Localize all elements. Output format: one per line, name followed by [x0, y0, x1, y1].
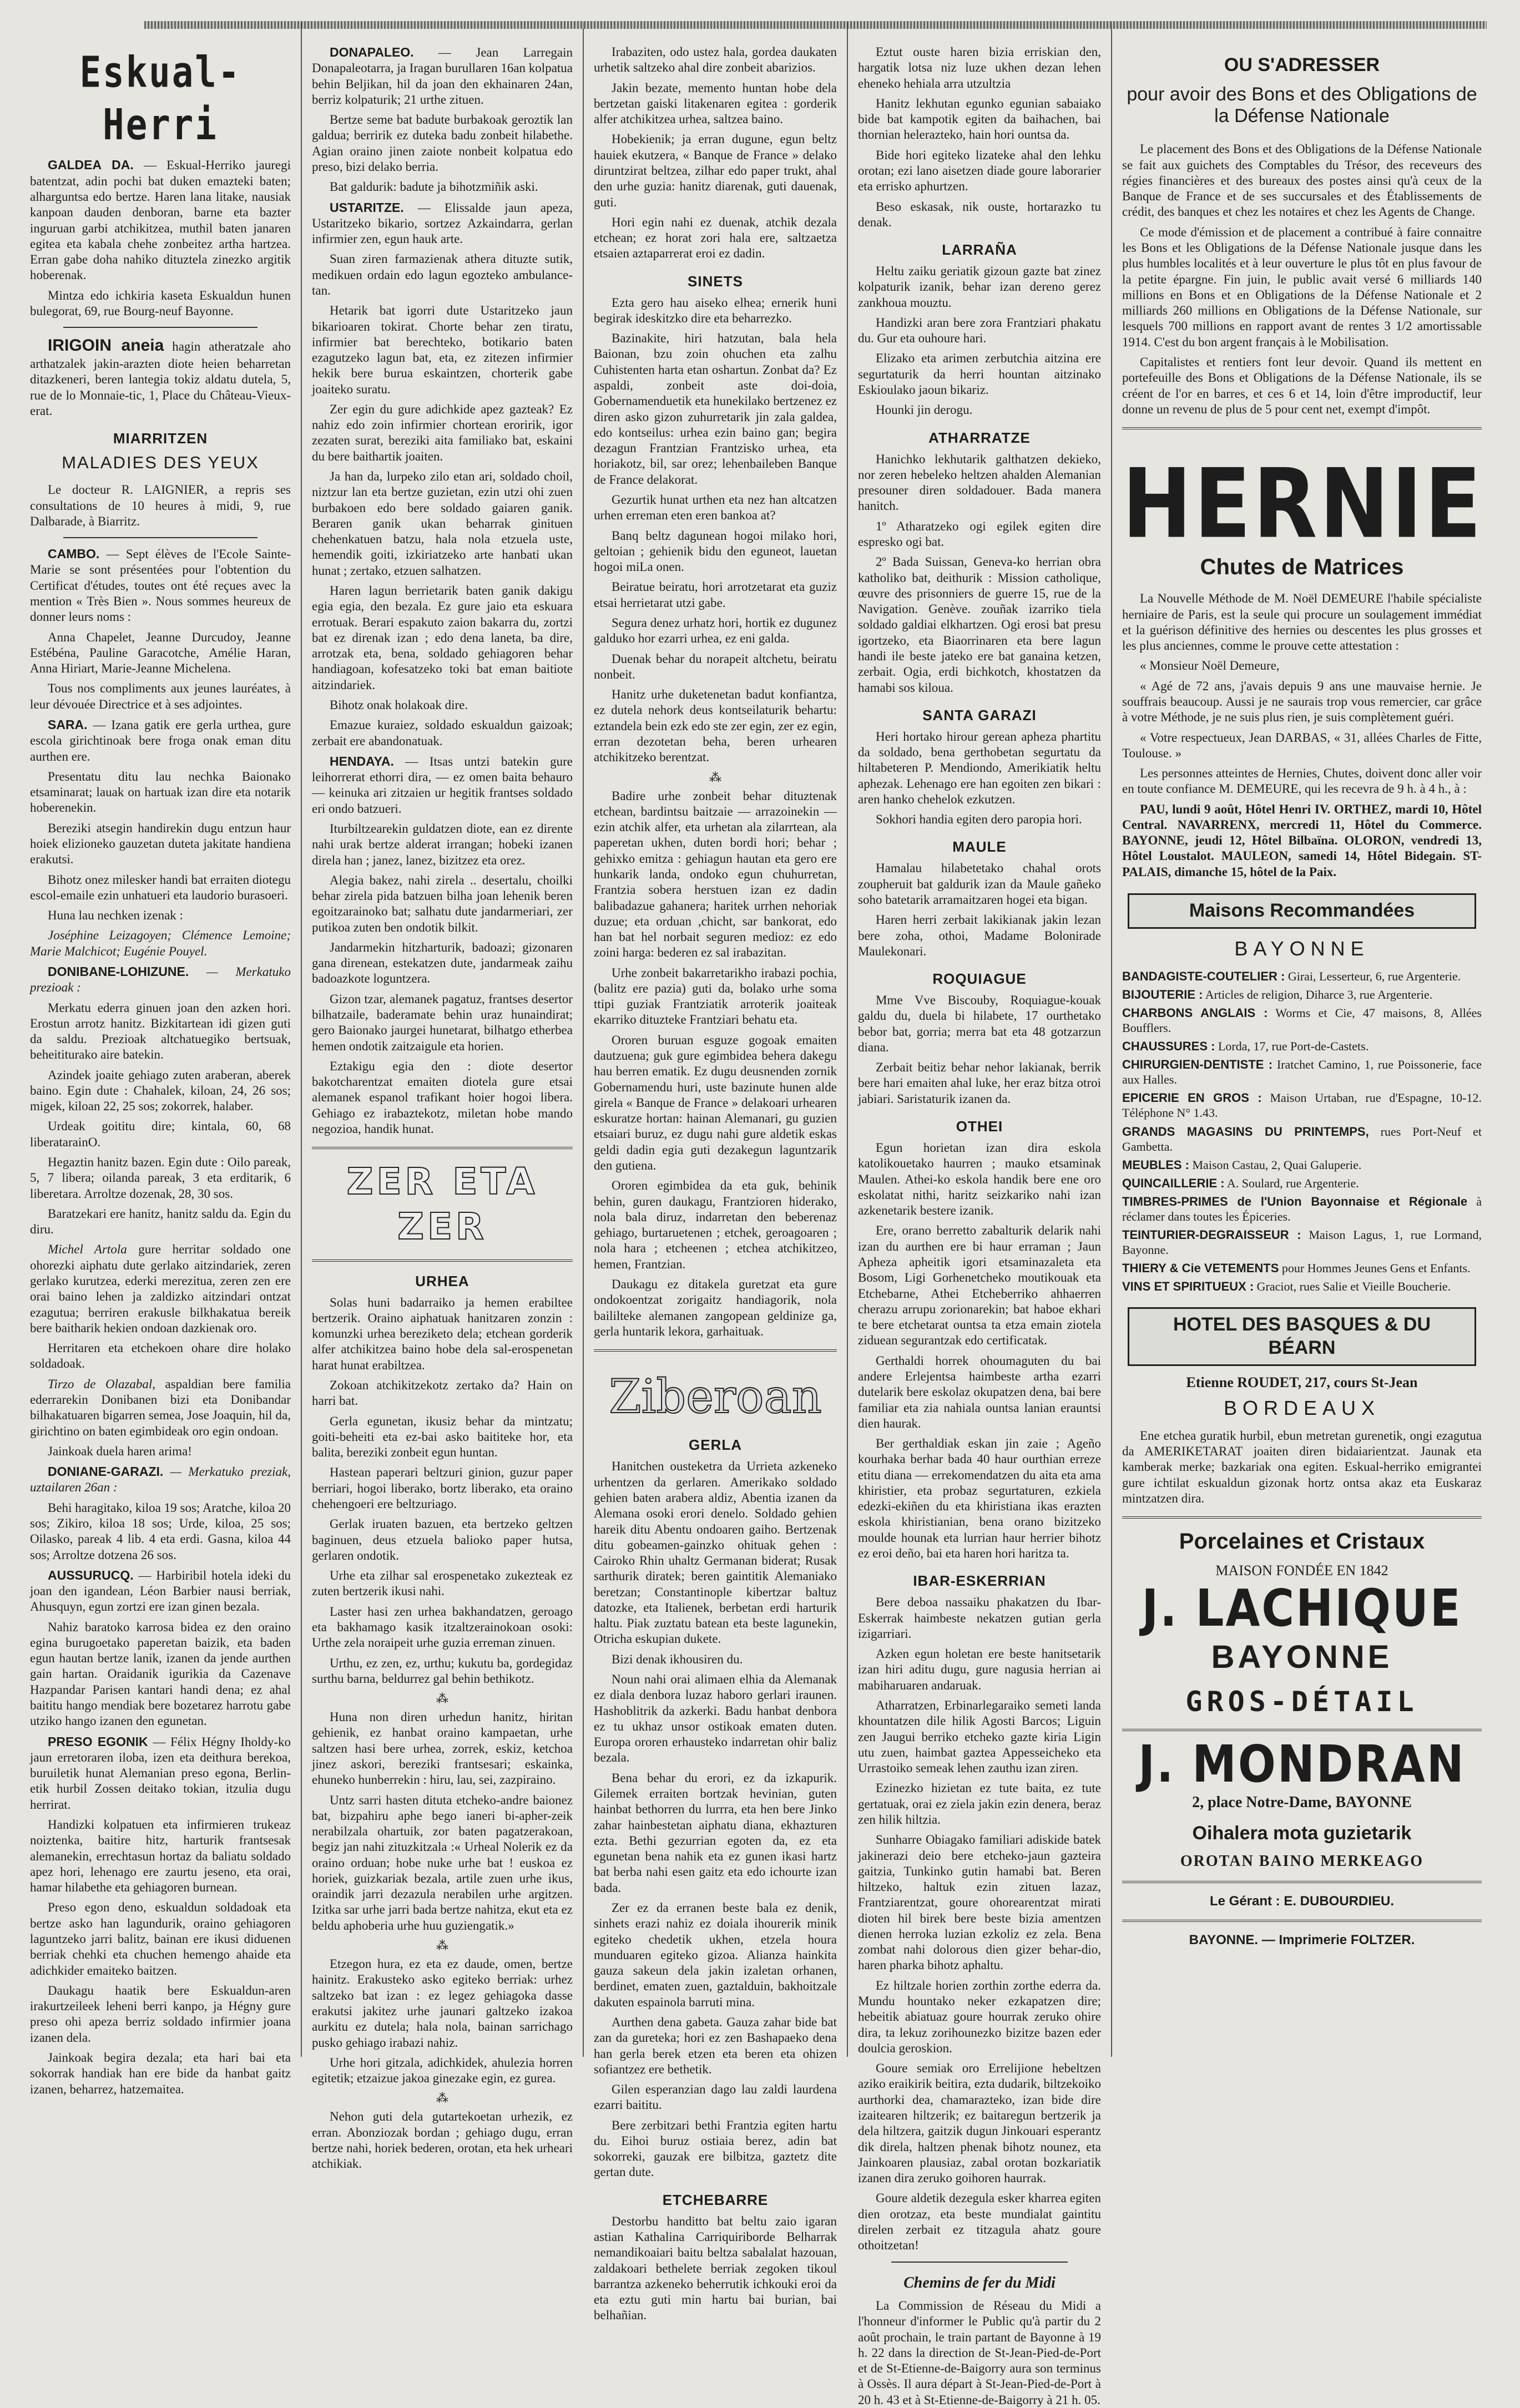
shop-category: THIERY & Cie VETEMENTS [1122, 1261, 1279, 1275]
gerla-p1: Hanitchen ousteketra da Urrieta azkeneko urhentzen da gerlaren. Amerikako soldado gehien baten arabera aldiz, Abentia izanen da Alemana osoki erori denelo. Soldado gehien hareik ditu Abentu ondoaren gaiho. Bertzenak ditu gobeamen-gainzko ohituak gehen : Cairoko Rhin uhaltz Germanan biderat; Rusak sarthurik diratek; beren gaintitik Alemaniako beretzan; Constantinople kibertzar baltuz datozke, eta Italienek, berbetan erdi harturik haltu. Piak zuztatu batean eta beste lagunekin, Otricha eskupian dukete. [594, 1459, 837, 1646]
divider [1122, 1516, 1482, 1519]
lachique-city: BAYONNE [1211, 1639, 1393, 1676]
santa-garazi-heading: SANTA GARAZI [922, 706, 1037, 724]
mondran-heading: J. MONDRAN [1138, 1734, 1466, 1794]
urhea-p5: Gerlak iruaten bazuen, eta bertzeko geltzen baginuen, deus etzuela balioko paper hutsa, gerlaren ondotik. [312, 1517, 573, 1562]
column-4 [848, 22, 1112, 2407]
ibar-p5: Sunharre Obiagako familiari adiskide batek jakinerazi deio bere etcheko-jaun gazteira gaitzia, Tunkinko gutin hamabi bat. Beren hiltzeko, haltuk ezin zituen lazaz, Frantziarentzat, goure ohorearentzat mirati dioten hil birek bere beste bizia amentzen dienen herroka luzian ezkoliz ez zela. Bena zombat nahi dolorous dien gizer behar-dio, haren pharka bihotz aphaltu. [858, 1833, 1101, 1972]
col4-p1: Eztut ouste haren bizia erriskian den, hargatik lotsa niz luze ukhen dezan lehen eheneko hehiala arra utzultzia [858, 45, 1101, 90]
top-decorative-band [144, 21, 1487, 29]
article-donibane: DONIBANE-LOHIZUNE. — Merkatuko prezioak : [30, 964, 291, 995]
shop-detail: Maison Castau, 2, Quai Galuperie. [1192, 1157, 1362, 1172]
urhea-p6: Urhe eta zilhar sal erospenetako zukezteak ez zuten bertzerik ikusi nahi. [312, 1569, 573, 1598]
othei-p2: Ere, orano berretto zabalturik delarik nahi izan du aurthen ere bi haur erraman ; Jaun Apheza apheitik igori etsaminazaleta eta Bosom, Ligi Gorhenetcheko moutikouak eta Etchebarne, Athei Etcheberriko ahhaerren cherazu arrupu zorionarekin; bat haboe ekhari te bere etchetarat ountsa ta etza emain ziotela ziduean segurantzak edo certificatak. [858, 1223, 1101, 1348]
article-cambo-end: Tous nos compliments aux jeunes lauréates, à leur dévouée Directrice et à ses adjointes. [30, 681, 291, 711]
shop-list-item [1122, 1176, 1482, 1191]
shop-detail: Lorda, 17, rue Port-de-Castets. [1218, 1039, 1369, 1054]
shop-list-item [1122, 1005, 1482, 1035]
divider [1122, 427, 1482, 429]
hernie-schedule: PAU, lundi 9 août, Hôtel Henri IV. ORTHEZ, mardi 10, Hôtel Central. NAVARRENX, mercredi 11, Hôtel du Commerce. BAYONNE, jeudi 12, Hôtel Bilbaïna. OLORON, vendredi 13, Hôtel Loustalot. MAULEON, samedi 14, Hôtel Bidegain. ST-PALAIS, dimanche 15, hôtel de la Paix. [1122, 802, 1482, 879]
urhea-p13: Nehon guti dela gutartekoetan urhezik, ez erran. Abonziozak bordan ; gehiago dugu, erran bertze nahi, horiek bederen, orotan, eta hek urheari atchikiak. [312, 2109, 573, 2171]
shop-detail: Iratchet Camino, 1, rue Poissonerie, face aux Halles. [1122, 1058, 1482, 1087]
hernie-p4: « Votre respectueux, Jean DARBAS, « 31, allées Charles de Fitte, Toulouse. » [1122, 730, 1482, 760]
larrana-p4: Hounki jin derogu. [876, 403, 973, 417]
shop-detail: rues Port-Neuf et Gambetta. [1122, 1124, 1482, 1154]
ibar-p7: Goure semiak oro Errelijione hebeltzen aziko eraikirik beitira, ezta dudarik, biltzekoiko aurthorki dea, chamarazteko, izan bide dire izaitearen hiltzerik; ez baitaregun bertzerik ja dela hiltzera, gaitzik dugun Jinkouari esperantz dik direla, haltzen phenak bihotz nounez, eta Jainkoaren plausiaz, zabal orotan bozkariatik izanen dira zeruko goihoren haurrak. [858, 2061, 1101, 2186]
shop-category: TIMBRES-PRIMES de l'Union Bayonnaise et Régionale [1122, 1194, 1468, 1208]
porcelaines-heading: Porcelaines et Cristaux [1179, 1529, 1425, 1554]
urhea-p4: Hastean paperari beltzuri ginion, guzur paper berriari, hogoi liberako, bortz liberako, eta oraino chehengoeri ere beltzuriago. [312, 1465, 573, 1511]
ibar-p2: Azken egun holetan ere beste hanitsetarik izan hiri aditu dugu, gure nagusia herrian ai mabiharuaren andaruak. [858, 1647, 1101, 1692]
larrana-p1: Heltu zaiku geriatik gizoun gazte bat zinez kolpaturik izanik, behar izan dereno gerez zankhoua mouztu. [858, 264, 1101, 310]
sinets-p7: Duenak behar du norapeit altchetu, beiratu nonbeit. [594, 651, 837, 681]
hotel-heading: HOTEL DES BASQUES & DU BÉARN [1128, 1307, 1476, 1366]
asterism-icon: ⁂ [436, 1692, 448, 1706]
gerla-p6: Aurthen dena gabeta. Gauza zahar bide bat zan da gureteka; hori ez zen Bashapaeko dena han gerla berek etzen eta beren eta ohizen sofiantzez ere bethetik. [594, 2015, 837, 2076]
article-preso-2: Handizki kolpatuen eta infirmieren trukeaz noiztenka, baitire hitz, harturik frantsesak alemanekin, errechtasun hortaz da baliatu soldado apez hori, lehenago ere zaurtu jeseno, eta orai, hamar hilabethe eta gehiagoren burnean. [30, 1818, 291, 1895]
shop-list-item [1122, 1227, 1482, 1257]
article-hendaya-3: Alegia bakez, nahi zirela .. desertalu, choilki behar zirela pida batzuen bilha joan lehenik beren egoitzarainoko bat; salhatu dute jandarmeriari, zer putikoa zuten ben ondotik bilkit. [312, 873, 573, 934]
col3-p3: Hobekienik; ja erran dugune, egun beltz hauiek ekutzera, « Banque de France » delako diruntzirat beltzea, zilhar edo paper trukt, ahal den urhe guzia: hanitz diarenak, guti dauenak, guti. [594, 132, 837, 209]
asterism-icon: ⁂ [436, 2091, 448, 2106]
column-2 [302, 22, 584, 2171]
maule-p1: Hamalau hilabetetako chahal orots zoupheruit bat galdurik izan da Maule gañeko soho batetarik arramaitzaren hogei eta bigan. [858, 861, 1101, 907]
larrana-heading: LARRAÑA [942, 241, 1017, 259]
divider [891, 2262, 1068, 2263]
gerla-p3: Noun nahi orai alimaen elhia da Alemanak ez diala denbora luzaz haboro gerlari iraunen. Hashoblitrik da azkerki. Badu hanbat denbora ez tu ukhaz unsor ostikoak ematen duten. Europa ororen erhausteko indarretan ohir baliz bezala. [594, 1672, 837, 1765]
article-ustaritze-5: Ja han da, lurpeko zilo etan ari, soldado choil, niztzur lan eta bertze guzietan, ezin utzi ohi zuen burbakoen edo bere soldado gaiaren ganik. Beraren ganik ukan beharrak ginituen chehenkatuen batzu, hala nola etzuela uste, hemendik goiti, izkiriatzeko arte hanbati ukan hunat ; zertako, etzuen salhatzen. [312, 469, 573, 578]
article-preso-4: Daukagu haatik bere Eskualdun-aren irakurtzeileek leheni berri kanpo, ja Hégny gure preso ohi apeza berriz soldado infirmier joana izanen dela. [30, 1983, 291, 2045]
larrana-p3: Elizako eta arimen zerbutchia aitzina ere segurtaturik da herri hountan aitzinako Eskioulako jaoun bikariz. [858, 351, 1101, 397]
article-aussurucq: AUSSURUCQ. — Harbiribil hotela ideki du joan den igandean, Léon Barbier nausi berriak, Ahusquyn, egun zortzi ere izan ginen bezala. [30, 1567, 291, 1614]
shop-list-item [1122, 987, 1482, 1002]
hernie-heading: HERNIE [1122, 449, 1484, 560]
article-donibane-4: Urdeak goititu dire; kintala, 60, 68 liberatarainO. [30, 1119, 291, 1149]
article-galdea-2: Mintza edo ichkiria kaseta Eskualdun hunen bulegorat, 69, rue Bourg-neuf Bayonne. [30, 288, 291, 318]
shop-detail: à réclamer dans toutes les Épiceries. [1122, 1194, 1482, 1223]
hernie-p2: « Monsieur Noël Demeure, [1140, 659, 1280, 673]
article-donibane-5: Hegaztin hanitz bazen. Egin dute : Oilo pareak, 5, 7 libera; oilanda pareak, 3 eta erditarik, 6 liberetara. Arroltze dozenak, 28, 30 sos. [30, 1155, 291, 1201]
gerla-p4: Bena behar du erori, ez da izkapurik. Gilemek erraiten bortzak hevinian, guten hainbat bethorren du lurrra, eta hen bere Jinko zahar hainbestetan aiphatu diana, ekhazturen ezta. Bethi gezurrian egoten da, ez eta egunetan bena nahik eta ez gunen ikasi hartz bat berba nahi esen gaitz eta edo ichourte izan bada. [594, 1770, 837, 1895]
shop-detail: Girai, Lesserteur, 6, rue Argenterie. [1287, 969, 1461, 984]
article-sara-4: Bihotz onez milesker handi bat erraiten diotegu escol-emaile ezin unhatueri eta laudorio burasoeri. [30, 872, 291, 902]
oihal-line: Oihalera mota guzietarik [1192, 1822, 1412, 1844]
article-donibane-3: Azindek joaite gehiago zuten araberan, aberek baino. Egin dute : Chahalek, kiloan, 24, 26 sos; migek, kiloan 22, 25 sos; zokorrek, halaber. [30, 1068, 291, 1114]
othei-p3: Gerthaldi horrek ohoumaguten du bai andere Erlejentsa haimbeste artha ezarri dutelarik bere eskolaz okupatzen dena, bai bere familiar eta zia nahiala ountsa lanian erauntsi dien haurak. [858, 1353, 1101, 1430]
divider [1122, 1881, 1482, 1883]
sinets-p2: Bazinakite, hiri hatzutan, bala hela Baionan, bzu zoin ohuchen eta zalhu Cuhistenten harta etan oshartun. Zonbat da? Ez aspaldi, zonbeit aste doi-doia, Gobernamenduetik eta hunekilako bertzenez ez diren asko gizon zuhurretarik jin zala galdea, edo kontseilus: urhea ezin baino gan; begira dezagun Frantzian Frantzisko urhea, eta horiakotz, bil, sar orez; lehenbaileben Banque de France delakorat. [594, 331, 837, 487]
hernie-p5: Les personnes atteintes de Hernies, Chutes, doivent donc aller voir en toute confiance M. DEMEURE, qui les recevra de 9 h. à 4 h., à : [1122, 766, 1482, 796]
urhea-p2: Zokoan atchikitzekotz zertako da? Hain on harri bat. [312, 1378, 573, 1408]
article-doniane: DONIANE-GARAZI. — Merkatuko preziak, uztailaren 26an : [30, 1464, 291, 1495]
article-hendaya-5: Gizon tzar, alemanek pagatuz, frantses desertor bilhatzaile, baderamate behin uraz hunaindirat; gero Baionako jaurgei hunetarat, bilhatgo etherbea hemen ondotik zaitzaigule eta horien. [312, 991, 573, 1053]
ad-bons-p3: Capitalistes et rentiers font leur devoir. Quand ils mettent en portefeuille des Bons et Obligations de la Défense Nationale, ils se créent de l'or en barres, et ces 6 et 14, loin d'être improductif, leur donne un revenu de plus de 5 pour cent net, exempt d'impôt. [1122, 355, 1482, 416]
othei-p4: Ber gerthaldiak eskan jin zaie ; Ageño kourhaka berhar bada 40 haur ourthian erreze etitu diana — errekomendatzen du aita eta ama khiristier, eta probaz segurtaturen, ezkiela edezki-ekiñen du eta khiristiana ikas erazten eskola khiristianian, bena orano bizitzeko moulde hounak eta lurrian haur herrier bihotz ez eroi deño, bai eta haren hori haritza ta. [858, 1436, 1101, 1561]
article-ustaritze-4: Zer egin du gure adichkide apez gazteak? Ez nahiz edo zoin infirmier chortean eroririk, igor zezaten surat, bereziki aita familiako bat, eskaini du bere baithartik joaiten. [312, 402, 573, 463]
shop-list-item [1122, 1039, 1482, 1054]
divider [594, 1349, 837, 1352]
ibar-p4: Ezinezko hizietan ez tute baita, ez tute gertatuak, orai ez ziela jakin ezin denera, beraz zen hilik hiltzia. [858, 1781, 1101, 1827]
othei-p1: Egun horietan izan dira eskola katolikouetako haurren ; mauko etsaminak Maulen. Athei-ko eskola handik bere ene oro eskolatat nithi, haritz seizkariko nahi izan azkenetarik bestere izanik. [858, 1141, 1101, 1218]
maule-p2: Haren herri zerbait lakikianak jakin lezan bere zoha, othoi, Madame Bolonirade Maulekonari. [858, 913, 1101, 958]
col4-p2: Hanitz lekhutan egunko egunian sabaiako bide bat kampotik egiten da baihachen, bai thornian helerazteko, hain hori ountsa da. [858, 96, 1101, 142]
column-5-ads [1112, 22, 1492, 2057]
urhea-heading: URHEA [415, 1272, 469, 1289]
ibar-p6: Ez hiltzale horien zorthin zorthe ederra da. Mundu hountako neker ezkapatzen dire; hebeitik abiatuaz goure hourrak zeruko ohire dira, ta lekuz zorihounezko bizitze bazen eder doulcia geroskion. [858, 1978, 1101, 2055]
article-artola-2: Herritaren eta etchekoen ohare dire holako soldadoak. [30, 1341, 291, 1371]
santa-garazi-p2: Sokhori handia egiten dero paropia hori. [876, 812, 1082, 827]
urhea-p7: Laster hasi zen urhea bakhandatzen, geroago eta bakhamago kasik itzaltzerainokoan osoki: Urthe zela noraipeit urhe guzia erreman zinuen. [312, 1604, 573, 1650]
chemins-p1: La Commission de Réseau du Midi a l'honneur d'informer le Public qu'à partir du 2 août prochain, le train partant de Bayonne à 19 h. 22 dans la direction de St-Jean-Pied-de-Port et de St-Etienne-de-Baigorry aura son terminus à Ossès. Il aura départ à St-Jean-Pied-de-Port à 20 h. 43 et à St-Etienne-de-Baigorry à 21 h. 05. [858, 2298, 1101, 2407]
col4-p3: Bide hori egiteko lizateke ahal den lehku orotan; ezi lano aisetzen diade goure laborarier eta errisko aphurtzen. [858, 148, 1101, 194]
article-donibane-6: Baratzekari ere hanitz, hanitz saldu da. Egin du diru. [30, 1206, 291, 1237]
shop-category: GRANDS MAGASINS DU PRINTEMPS, [1122, 1124, 1369, 1139]
article-sara-3: Bereziki atsegin handirekin dugu entzun haur hoiek elizioneko gauzetan duteta jakitate handiena erakutsi. [30, 821, 291, 867]
atharratze-p1: Hanichko lekhutarik galthatzen dekieko, nor zeren hebeleko heltzen ahalden Alemanian presouner diren soldadouer. Bada manera hanitch. [858, 452, 1101, 513]
section-miarritzen: MIARRITZEN [113, 430, 208, 447]
ziberoan-heading: Ziberoan [609, 1369, 822, 1424]
shop-category: CHAUSSURES : [1122, 1039, 1215, 1054]
maladies-heading: MALADIES DES YEUX [62, 453, 259, 473]
shop-list-item [1122, 1194, 1482, 1224]
asterism-icon: ⁂ [436, 1939, 448, 1953]
shop-list-item [1122, 1090, 1482, 1120]
sinets-p4: Banq beltz dagunean hogoi milako hori, geltoian ; gehienik bidu den eguneot, lauetan hogoi miLa onen. [594, 528, 837, 574]
ad-ou-sadresser-title: OU S'ADRESSER [1224, 54, 1380, 75]
shop-list-item [1122, 1124, 1482, 1154]
divider [312, 1259, 573, 1262]
urhea-p1: Solas huni badarraiko ja hemen erabiltee bertzerik. Oraino aiphatuak hanitzaren zonzin : komunzki urhea bereziketo dela; etchean gorderik alfer atchikitzea baino hobe dela sal-erospenetan harat hunat erabiltzea. [312, 1295, 573, 1372]
roquiague-p1: Mme Vve Biscouby, Roquiague-kouak galdu du, duela bi hilabete, 17 ourthetako bebor bat, gorria; merra bat eta 48 gotzarzun diana. [858, 993, 1101, 1054]
shop-detail: Graciot, rues Salie et Vieille Boucherie. [1256, 1279, 1451, 1293]
chemins-heading: Chemins de fer du Midi [903, 2274, 1056, 2291]
article-ustaritze-7: Bihotz onak holakoak dire. [330, 697, 468, 712]
shop-list-item [1122, 1261, 1482, 1276]
article-olazabal-2: Jainkoak duela haren arima! [48, 1444, 192, 1458]
article-donapaleo-3: Bat galdurik: badute ja bihotzmiñik aski. [330, 180, 538, 194]
article-galdea: GALDEA DA. — Eskual-Herriko jauregi batentzat, adin pochi bat duken emazteki baten; alharguntsa edo bertze. Haren lana litake, nausiak kanpoan dauden denboran, barne eta bazter inguruan garbi atchikitzea, muthil baten janaren egitea eta kabala chehe zonbeitez artha hartzea. Erran gabe doha nahiko dituztela zinezko argitik hoberenak. [30, 158, 291, 282]
gerla-p8: Bere zerbitzari bethi Frantzia egiten hartu du. Eihoi buruz ostiaia berez, adin bat sokorreki, gauzak ere bilbitza, gaztetz dite gertan dute. [594, 2118, 837, 2179]
column-1 [20, 22, 302, 2096]
shop-category: BIJOUTERIE : [1122, 988, 1203, 1002]
article-donapaleo-2: Bertze seme bat badute burbakoak geroztik lan galdua; berririk ez duteka badu zonbeit hilabethe. Agian oraino jinen zaiote nonbeit kolpatua edo preso, bizi delako berria. [312, 113, 573, 174]
mondran-address: 2, place Notre-Dame, BAYONNE [1192, 1794, 1412, 1812]
divider [312, 1147, 573, 1149]
col3-p2: Jakin bezate, memento huntan hobe dela bertzetan gaiski litakenaren egitea : gorderik alfer atchikitzea urhea, saltzea baino. [594, 80, 837, 127]
imprimerie-line: BAYONNE. — Imprimerie FOLTZER. [1189, 1932, 1415, 1947]
sinets-p1: Ezta gero hau aiseko elhea; ernerik huni begirak ideskitzko dire eta beharrezko. [594, 295, 837, 325]
ad-bons-p1: Le placement des Bons et des Obligations de la Défense Nationale se fait aux guichets des Comptables du Trésor, des receveurs des régies financières et des bureaux des postes ainsi qu'à ceux de la Banque de France et de ses succursales et des Établissements de crédit, des banques et chez les notaires et chez les Agents de Change. [1122, 142, 1482, 219]
article-sara-names: Joséphine Leizagoyen; Clémence Lemoine; Marie Malchicot; Eugénie Pouyel. [30, 928, 291, 958]
urhea-p8: Urthu, ez zen, ez, urthu; kukutu ba, gordegidaz surthu barna, beldurrez gal behin bethikotz. [312, 1656, 573, 1686]
etchebarre-heading: ETCHEBARRE [662, 2191, 769, 2208]
shop-detail: Maison Lagus, 1, rue Lormand, Bayonne. [1122, 1227, 1482, 1257]
asterism-icon: ⁂ [709, 770, 721, 785]
hernie-p1: La Nouvelle Méthode de M. Noël DEMEURE l'habile spécialiste herniaire de Paris, est la seule qui procure un soulagement immédiat et la guérison définitive des hernies ou descentes les plus grosses et les plus anciennes, comme le prouve cette attestation : [1122, 591, 1482, 653]
larrana-p2: Handizki aran bere zora Frantziari phakatu du. Gur eta ouhoure hari. [858, 315, 1101, 346]
shop-detail: A. Soulard, rue Argenterie. [1226, 1176, 1359, 1190]
article-donibane-2: Merkatu ederra ginuen joan den azken hori. Erostun arrotz hanitz. Bizkitartean idi gizen guti da saldu. Prezioak altchatuegiko bertsuak, beheititurako aire batekin. [30, 1000, 291, 1062]
ibar-heading: IBAR-ESKERRIAN [913, 1572, 1046, 1590]
shop-list-item [1122, 1279, 1482, 1294]
divider [1122, 1729, 1482, 1731]
maison-fondee: MAISON FONDÉE EN 1842 [1215, 1562, 1388, 1579]
article-ustaritze-8: Emazue kuraiez, soldado eskualdun gaizoak; zerbait ere abandonatuak. [312, 718, 573, 748]
article-preso-3: Preso egon deno, eskualdun soldadoak eta bertze asko han lagundurik, oraino gehiagoren laguntzeko jarri balitz, bainan ere ikusi diduenen berriak chehki eta chuchen hemengo ahaide eta adichkider emaiteko baitzen. [30, 1900, 291, 1977]
sinets-p10: Urhe zonbeit bakarretarikho irabazi pochia, (balitz ere pazia) guti da, bolako urhe soma ttipi guziak Frantziatik arroterik joaiteak ekarriko dituzteke Frantziari behatu eta. [594, 965, 837, 1027]
lachique-heading: J. LACHIQUE [1142, 1579, 1462, 1638]
shop-category: BANDAGISTE-COUTELIER : [1122, 969, 1285, 984]
article-ustaritze-2: Suan ziren farmazienak athera dituzte sutik, medikuen ordain edo lagun egozteko ambulance-tan. [312, 252, 573, 297]
article-hendaya: HENDAYA. — Itsas untzi batekin gure leihorrerat ethorri dira, — ez omen baita behauro — keinuka ari zitzaien ur hegitik frantses soldado eri ondo batzueri. [312, 753, 573, 816]
shop-category: MEUBLES : [1122, 1157, 1189, 1172]
article-hendaya-6: Eztakigu egia den : diote desertor bakotcharentzat emaiten diotela gure etsai alemanek espanol trafikant hoier hogoi libera. Gehiago ez irabaztekotz, miletan hobe mando negozioa, handik hunat. [312, 1059, 573, 1136]
article-laignier: Le docteur R. LAIGNIER, a repris ses consultations de 10 heures à midi, 9, rue Dalbarade, à Biarritz. [30, 483, 291, 528]
article-sara-2: Presentatu ditu lau nechka Baionako etsaminarat; lauak on hartuak izan dire eta notarik hoberenekin. [30, 769, 291, 815]
shop-category: CHIRURGIEN-DENTISTE : [1122, 1058, 1273, 1072]
article-cambo-names: Anna Chapelet, Jeanne Durcudoy, Jeanne Estébéna, Pauline Garacotche, Amélie Haran, Anna Hiriart, Marie-Jeanne Michelena. [30, 630, 291, 676]
gerla-p5: Zer ez da erranen beste bala ez denik, sinhets erazi nahiz ez doiala ihourerik minik egiteko chedetik ukhen, etzela houra munduaren egiteko gizoa. Alianza hainkita gauza sakeun dela jakin izaletan orhanen, berdinet, ematen zuen, gaztalduin, bakhoitzale dakuten espainola barruti mina. [594, 1900, 837, 2009]
roquiague-p2: Zerbait beitiz behar nehor lakianak, berrik bere hari emaiten ahal luke, her eraz bitza otroi jabiari. Saristaturik izanen da. [858, 1060, 1101, 1106]
shop-list-item [1122, 1057, 1482, 1087]
sinets-p5: Beiratue beiratu, hori arrotzetarat eta guziz etsai herrietarat utzi gabe. [594, 580, 837, 610]
shop-list-item [1122, 1157, 1482, 1172]
divider [1122, 1920, 1482, 1922]
hotel-p: Ene etchea guratik hurbil, ebun metretan gurenetik, ongi ezagutua da AMERIKETARAT joaiten diren bidaiarientzat. Jaunak eta kamberak merke; bazkariak ona egiten. Eskual-herriko emigrantei gure ichtilat eskualdun gizonak hortz ontsa akaz eta Euskaraz mintzatzen dira. [1122, 1428, 1482, 1505]
sinets-p11: Ororen buruan esguze gogoak emaiten dautzuena; guk gure egimbidea behera dakegu hau berren ematik. Ez dugu deusnenden zornik Gobernamendu huri, uste bazinute hunen alde girela « Banque de France » delakoari urhearen eskuratze hortan: hainan Alemanari, gu guzien etsaiari buruz, ez dugu nahi gure aldetik eskas geldi dadin egia guti dezakegun laguntzarik den gutiena. [594, 1033, 837, 1173]
shop-category: CHARBONS ANGLAIS : [1122, 1006, 1268, 1020]
roquiague-heading: ROQUIAGUE [932, 970, 1027, 988]
article-ustaritze: USTARITZE. — Elissalde jaun apeza, Ustaritzeko bikario, sortzez Azkaindarra, gerlan infirmier zen, egun hauk arte. [312, 200, 573, 246]
hernie-p3: « Agé de 72 ans, j'avais depuis 9 ans une mauvaise hernie. Je souffrais beaucoup. Aussi je ne saurais trop vous remercier, car grâce à votre Méthode, je ne suis plus rien, je suis complètement guéri. [1122, 679, 1482, 725]
etchebarre-p1: Destorbu handitto bat beltu zaio igaran astian Kathalina Carriquiriborde Belharrak nemandikoaiari baitu beltza sabalalat hazouan, zaldakoari bethelete berriak zegoken tikoul barrantza azkeneko beherrutik ichkouki eroi da eta eztu guti min hartu bai burian, bai belhañian. [594, 2214, 837, 2323]
sinets-p13: Daukagu ez ditakela guretzat eta gure ondokoentzat zorigaitz handiagorik, nola baililteke alemanen zangopean geldinize ga, gerla huntarik lekora, garhaituak. [594, 1277, 837, 1338]
ad-bons-p2: Ce mode d'émission et de placement a contribué à faire connaitre les Bons et les Obligations de la Défense Nationale jusque dans les plus humbles localités et à leur ouverture le plus tôt en plus favour de la petite épargne. Fin juin, le public avait versé 6 milliards 140 millions en Bons et en Obligations de la Défense Nationale et 2 milliards 260 millions en Obligations de la Défense Nationale, sur lesquels 700 millions en rapport avant de rentes 3 1/2 amortissable 1914. C'est du bon argent français à le Mobilisation. [1122, 225, 1482, 349]
ad-ou-sadresser-sub: pour avoir des Bons et des Obligations de la Défense Nationale [1127, 84, 1477, 127]
urhea-p11: Etzegon hura, ez eta ez daude, omen, bertze hainitz. Erakusteko asko egiteko berriak: urhez saltzeko bat izan : ez legez gehiagoka dasse erakutsi jakitez urhe jaunari galtzeko izakoa aurkitu ez dutela; hala nola, bainan sarrichago pusko gehiago irabazi nahiz. [312, 1957, 573, 2050]
article-hendaya-2: Iturbiltzearekin guldatzen diote, ean ez dirente nahi urak bertze alderat irrangan; hobeki izanen direla han ; janez, lanez, bizitzez eta orez. [312, 821, 573, 867]
shop-list [1122, 969, 1482, 1294]
urhea-p10: Untz sarri hasten dituta etcheko-andre baionez bat, bizpahiru aphe bego ianeri bi-apher-zeik nerabilzala ohartuik, zor baten pagatzerakoan, begiz jan nahi zituzkitzala :« Urheal Nolerik ez da oraino orduan; hobe nuke urhe bat ! euskoa ez horiek, guizkariak bezala, artile zuen urhe ikus, oraindik jarri dezazula nerabilen urhe argitzen. Izitka sar urhe jarri bada bertze nahitza, ekut eta ez beldu aphoberia urhe huu guziengatik.» [312, 1793, 573, 1933]
ibar-p8: Goure aldetik dezegula esker kharrea egiten dien orotzaz, eta beste mundialat gaintitu direlen zerbait ez titzagula ahatz goure othoitzetan! [858, 2191, 1101, 2253]
bayonne-heading: BAYONNE [1234, 937, 1370, 960]
column-3 [584, 22, 848, 2323]
shop-detail: Maison Urtaban, rue d'Espagne, 10-12. Téléphone N° 1.43. [1122, 1091, 1482, 1120]
santa-garazi-p1: Heri hortako hirour gerean apheza phartitu da soldado, bena gerthobetan segurtatu da hiltabeteren P. Mendiondo, Amerikiatik heltu aphezak. Lehenago ere han egoiten zen bikari : aren hanko chehelok ezkutzen. [858, 729, 1101, 806]
sinets-p3: Gezurtik hunat urthen eta nez han altcatzen urhen erreman eten eren bankoa at? [594, 493, 837, 523]
shop-category: QUINCAILLERIE : [1122, 1176, 1225, 1190]
sinets-p12: Ororen egimbidea da eta guk, behinik behin, guren daukagu, Frantzioren hiderako, nola bala diruz, indarretan den beberenaz gehiago, burtaruetenen ; etchek, geroagoaren ; nola hara ; etcheenen ; etchea atchikitzeo, hemen, Frantzian. [594, 1178, 837, 1271]
sinets-p9: Badire urhe zonbeit behar dituztenak etchean, bardintsu baitzaie — arrazoinekin — ezin atchik alfer, eta urhetan ala zilarrtean, ala paperetan ukhen, duten bordi hori; behar ; gehixko emitza : gehiagun hautan eta gero ere hunkarik landa, ondoko egun chuhurretan, Frantzia sobera herstuen izan ez dadin balibadazue gahanera; haritek urrhen nehoriak duzue; eta orduan ,chicht, sar bankorat, edo han bat hel norbait seguren medioz: ez edo zoini harga: bederen ez sal irabazitan. [594, 788, 837, 960]
gerla-p7: Gilen esperanzian dago lau zaldi laurdena ezarri baititu. [594, 2082, 837, 2112]
maule-heading: MAULE [952, 838, 1007, 856]
gerla-heading: GERLA [689, 1436, 742, 1454]
article-hendaya-4: Jandarmekin hitzharturik, badoazi; gizonaren gana direnean, estekatzen dute, jandarmeak zaihu badoazkote loguntzera. [312, 940, 573, 986]
col4-p4: Beso eskasak, nik ouste, hortarazko tu denak. [858, 199, 1101, 229]
shop-category: TEINTURIER-DEGRAISSEUR : [1122, 1227, 1301, 1242]
atharratze-p3: 2º Bada Suissan, Geneva-ko herrian obra katholiko bat, deithurik : Mission catholique, œuvre des prisonniers de guerre 15, rue de la Navigation. Genève. zouñak izarriko tiela soldado galdiai elkhartzen. Ogi erosi bat presu igortzeko, eta Biaorrinaren eta bere lagun handi ile beste jateko ere bat ganaina ketzen, zerbait. Ogia, erdi bichkotch, khostatzen da hamabi sos kiloua. [858, 555, 1101, 695]
urhea-p3: Gerla egunetan, ikusiz behar da mintzatu; goiti-beheiti eta ez-bai asko baititeke hor, eta balita, bereziki zonbeit egun huntan. [312, 1414, 573, 1460]
article-artola: Michel Artola gure herritar soldado one ohorezki aiphatu dute gerlako aitzindariek, zeren gerlako kurutzea, ederki merezitua, zeren zen ere orai baino lehen ja zaldizko aitzindari ontzat ezagutua; berriren erakusle bilkhakatua bereik bere baitharik hekien ondoan dazkienak oro. [30, 1242, 291, 1335]
shop-detail: Articles de religion, Diharce 3, rue Argenterie. [1205, 988, 1433, 1002]
article-irigoin: IRIGOIN aneia hagin atheratzale aho arthatzalek jakin-arazten diote heien beharretan ditazkeneri, beren lantegia tokiz aldatu dutela, 5, rue de lo Monnaie-tic, 1, Place du Château-Vieux-erat. [30, 336, 291, 418]
gerant-line: Le Gérant : E. DUBOURDIEU. [1209, 1894, 1395, 1909]
orotan-line: OROTAN BAINO MERKEAGO [1180, 1852, 1424, 1870]
sinets-heading: SINETS [688, 272, 743, 290]
article-preso-5: Jainkoak begira dezala; eta hari bai eta sokorrak handiak han ere bide da hanbat gaitz izanen, beharrez, hatzemaitea. [30, 2050, 291, 2096]
article-sara: SARA. — Izana gatik ere gerla urthea, gure escola girichtinoak bere froga onak eman ditu aurthen ere. [30, 717, 291, 763]
shop-category: EPICERIE EN GROS : [1122, 1091, 1262, 1105]
article-sara-5: Huna lau nechken izenak : [48, 908, 183, 923]
shop-list-item [1122, 969, 1482, 984]
article-olazabal: Tirzo de Olazabal, aspaldian bere familia ederrarekin Donibanen bizi eta Donibandar bilhakatuaren bigarren semea, Jose Joaquin, hil da, girichtino on baten egimbideak oro egin ondoan. [30, 1377, 291, 1438]
urhea-p9: Huna non diren urhedun hanitz, hiritan gehienik, ez hanbat oraino kampaetan, urhe saltzen hasi bere urhea, zorrek, eskiz, ketchoa jinez askori, bereziki frantsesari; eskainka, ehuneko hunberrekin : hiru, lau, sei, zazpiraino. [312, 1710, 573, 1787]
sinets-p8: Hanitz urhe duketenetan badut konfiantza, ez dutela nehork deus kontseilaturik behartu: eztandela bein ezk edo ste zer egin, zer ez egin, erran dezotetan beha, beren urhearen atchikitzeko berentzat. [594, 687, 837, 765]
atharratze-p2: 1º Atharatzeko ogi egilek egiten dire espresko ogi bat. [858, 519, 1101, 549]
shop-detail: pour Hommes Jeunes Gens et Enfants. [1281, 1261, 1471, 1275]
article-preso: PRESO EGONIK — Félix Hégny Iholdy-ko jaun erretoraren iloba, izen eta deithura berekoa, buruiletik hunat Alemanian preso egona, Berlin-etik hurbil Zossen deitako tokian, itzulia dugu herrirat. [30, 1734, 291, 1812]
ibar-p1: Bere deboa nassaiku phakatzen du Ibar-Eskerrak haimbeste nekatzen gutian gerla izigarriari. [858, 1595, 1101, 1641]
gerla-p2: Bizi denak ikhousiren du. [612, 1652, 743, 1666]
ibar-p3: Atharratzen, Erbinarlegaraiko semeti landa khountatzen dile hilik Agosti Barcos; Liguin zen Jaugui berriko etcheko gazte kiria Ligin utu zuen, haimbat gaztea Appesseicheko eta Urrastoiko semeak lehen zauthu izan ziren. [858, 1698, 1101, 1775]
article-doniane-2: Behi haragitako, kiloa 19 sos; Aratche, kiloa 20 sos; Zikiro, kiloa 18 sos; Urde, kiloa, 25 sos; Oilasko, pareak 4 lib. 4 eta erdi. Gasna, kiloa 44 sos; Arroltze dotzena 26 sos. [30, 1500, 291, 1562]
shop-category: VINS ET SPIRITUEUX : [1122, 1279, 1254, 1293]
atharratze-heading: ATHARRATZE [928, 429, 1031, 446]
bordeaux-heading: BORDEAUX [1223, 1396, 1381, 1419]
chutes-heading: Chutes de Matrices [1200, 555, 1404, 580]
divider [63, 537, 257, 538]
othei-heading: OTHEI [956, 1118, 1003, 1135]
article-ustaritze-6: Haren lagun berrietarik baten ganik dakigu egia egia, den bezala. Ez gure jaio eta eskuara errotuak. Berari espakuto zaion bakarra du, zortzi bat ez direnak izan ; edo dena laneta, ba dire, arrotzak eta, bena, soldado gehiagoren behar handiagoan, kofesatzeko toki bat eman baitiote aitzindariek. [312, 584, 573, 692]
hotel-line: Etienne ROUDET, 217, cours St-Jean [1186, 1374, 1418, 1390]
zer-eta-zer-heading: ZER ETA ZER [346, 1160, 538, 1248]
masthead: Eskual-Herri [79, 48, 241, 150]
gros-detail: GROS-DÉTAIL [1185, 1685, 1418, 1718]
article-cambo: CAMBO. — Sept élèves de l'Ecole Sainte-Marie se sont présentées pour l'obtention du Certificat d'études, toutes ont été reçues avec la mention « Très Bien ». Nous sommes heureux de donner leurs noms : [30, 547, 291, 624]
sinets-p6: Segura denez urhatz hori, hortik ez dugunez galduko hor ezarri urhea, ez eni galda. [594, 615, 837, 646]
col3-p4: Hori egin nahi ez duenak, atchik dezala etchean; ez horat zori hala ere, saltzaetza etsaien aztaparrerat eroi ez dadin. [594, 215, 837, 261]
article-aussurucq-2: Nahiz baratoko karrosa bidea ez den oraino egina burugoetako paperetan baizik, eta baden egun hautan bertze lanik, izanen da jende aurthen gain hartan. Oraidanik igurikia da Cazenave Hazpandar Parisen kantari handi dena; ez ahal baititu hango mendiak bere bozetarez harrotu gabe utziko hango izanen den egunetan. [30, 1620, 291, 1728]
article-donapaleo: DONAPALEO. — Jean Larregain Donapaleotarra, ja Iragan burullaren 16an kolpatua behin Beljikan, hil da joan den ekhainaren 24an, berriz kolpaturik; 21 urthe zituen. [312, 45, 573, 107]
col3-p1: Irabaziten, odo ustez hala, gordea daukaten urhetik saltzeko ahal dire zonbeit abarizios. [594, 45, 837, 75]
maisons-heading: Maisons Recommandées [1128, 893, 1476, 929]
urhea-p12: Urhe hori gitzala, adichkidek, ahulezia horren egitetik; etzaizue jakoa ginezake egin, ez gurea. [312, 2055, 573, 2086]
shop-detail: Worms et Cie, 47 maisons, 8, Allées Boufflers. [1122, 1006, 1482, 1035]
divider [63, 327, 257, 328]
article-ustaritze-3: Hetarik bat igorri dute Ustaritzeko jaun bikarioaren tokirat. Chorte behar zen tiratu, infirmier bat berechteko, botikario baten ezagutzeko lagun bat, eta, ez zitezen infirmier hekik bere burua eskaintzen, chorterik gabe joaiteko suratu. [312, 303, 573, 396]
